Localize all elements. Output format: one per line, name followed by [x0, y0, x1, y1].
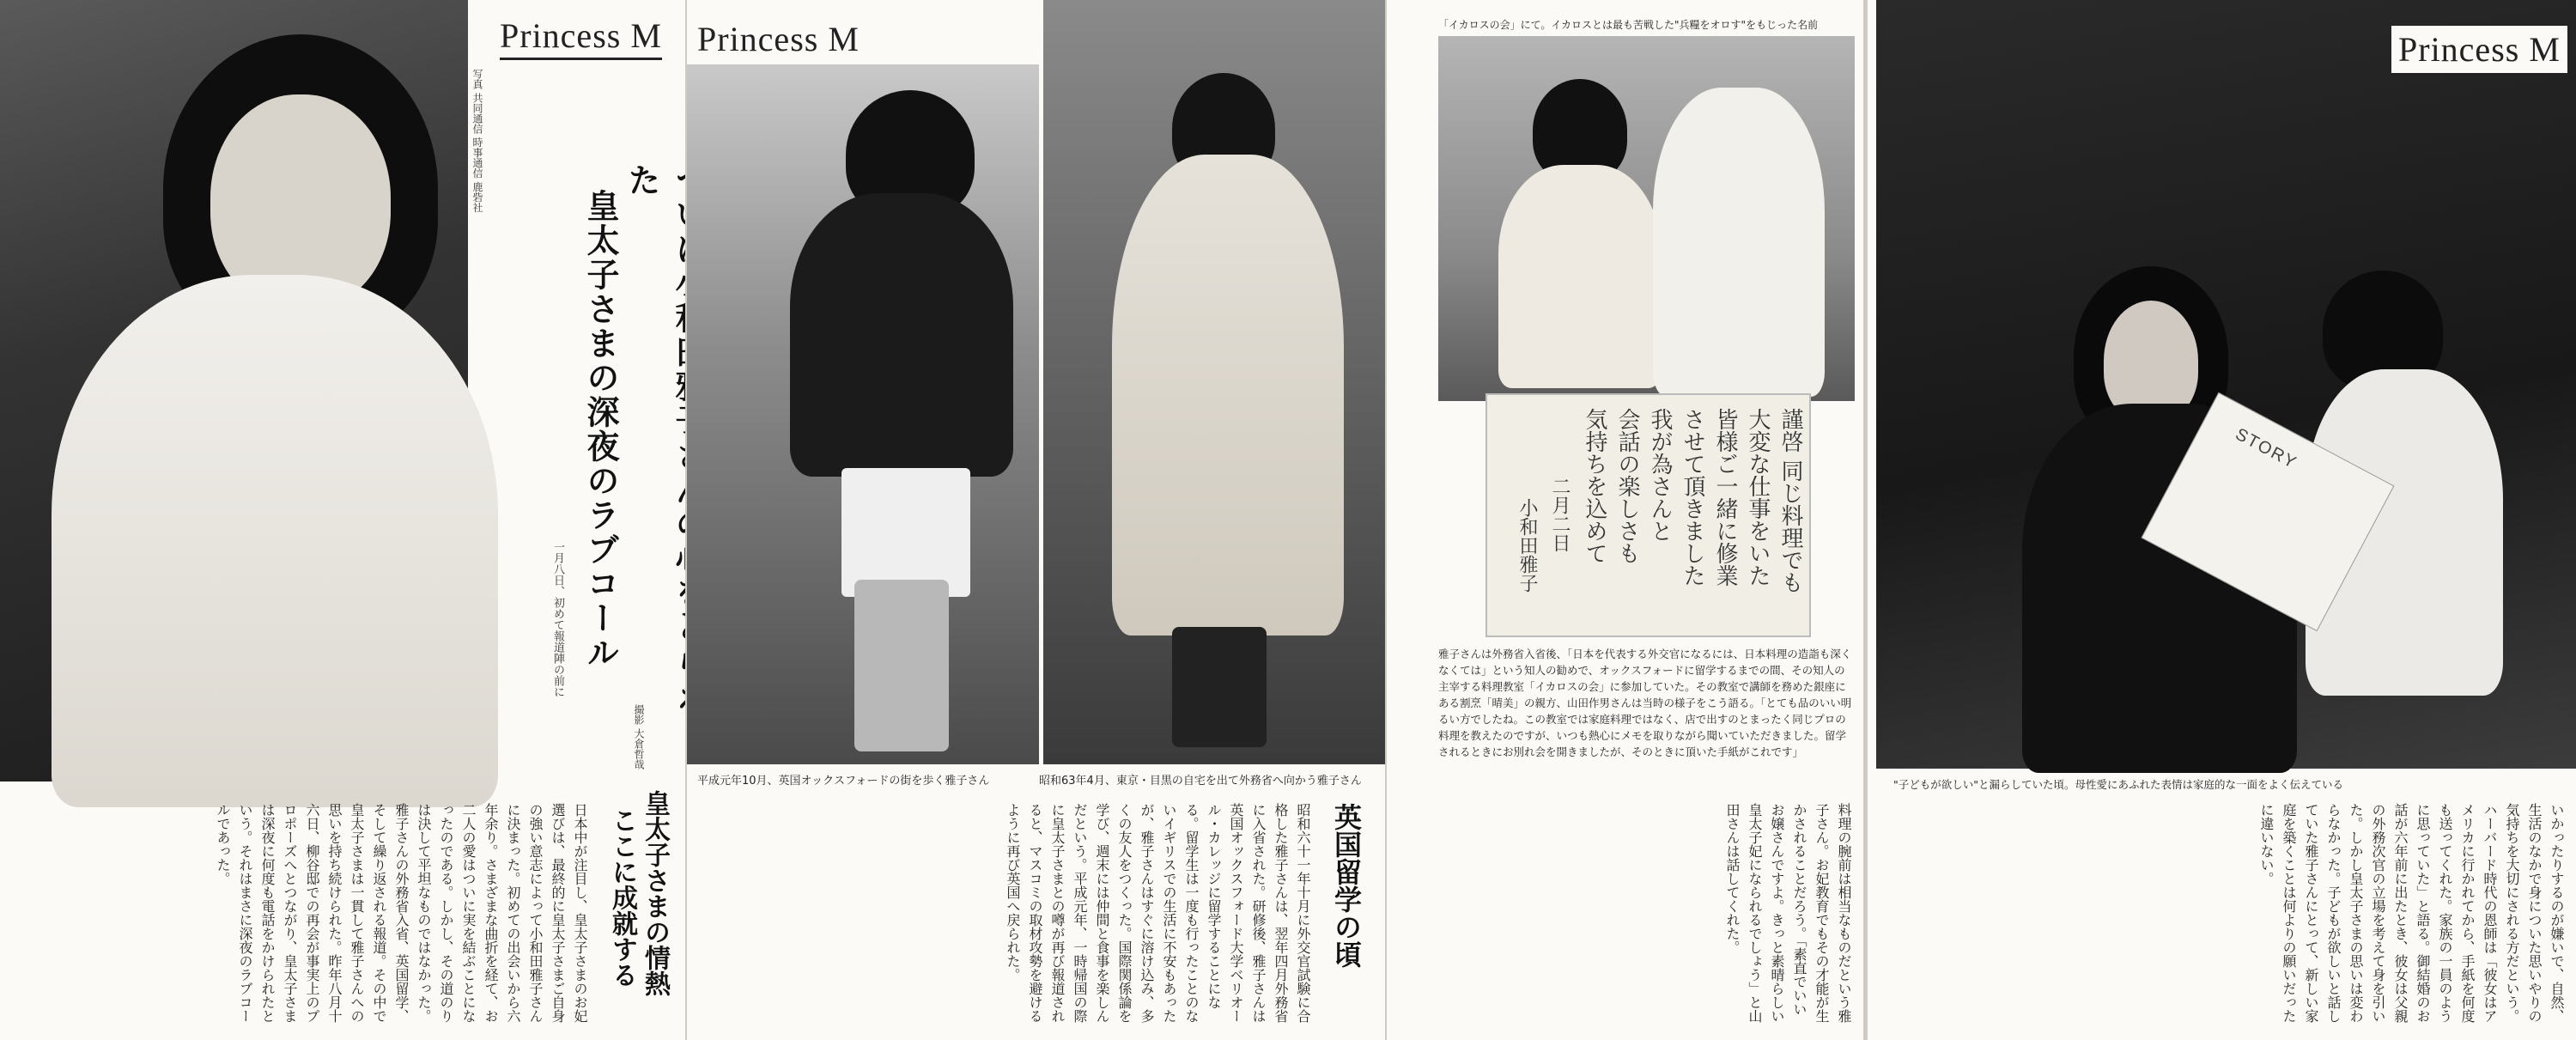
letter-line: させて頂きました	[1680, 408, 1705, 587]
headline-line-2: 皇太子さまの深夜のラブコール	[581, 189, 620, 670]
storybook-title: STORY	[2232, 424, 2301, 473]
caption-oxford: 平成元年10月、英国オックスフォードの街を歩く雅子さん	[697, 775, 990, 788]
figure-legs	[1172, 627, 1267, 747]
letter-line: 大変な仕事をいた	[1745, 408, 1771, 587]
figure-coat	[52, 275, 498, 807]
brand-title: Princess M	[697, 20, 860, 58]
brand-title: Princess M	[2391, 26, 2567, 76]
letter-line: 我が為さんと	[1647, 408, 1673, 542]
figure-trenchcoat	[1112, 155, 1344, 636]
article-body: 日本中が注目し、皇太子さまのお妃選びは、最終的に皇太子さまご自身の強い意志によって小和田雅子さんに決まった。初めての出会いから六年余り。さまざまな曲折を経て、お二人の愛はついに実を結ぶことになったのである。しかし、その道のりは決して平坦なものではなかった。雅子さんの外務省入省、英国留学、そして繰り返される報道。その中で皇太子さまは一貫して雅子さんへの思いを持ち続けられた。昨年八月十六日、柳谷邸での再会が事実上のプロポーズへとつながり、皇太子さまは深夜に何度も電話をかけられたという。それはまさに深夜のラブコールであった。	[215, 803, 588, 1023]
portrait-photo	[0, 0, 468, 782]
photo-caption: "子どもが欲しい"と漏らしていた頃。母性愛にあふれた表情は家庭的な一面をよく伝えている	[1893, 778, 2344, 791]
article-body: 料理の腕前は相当なものだという雅子さん。お妃教育でもその才能が生かされることだろう。「素直でいいお嬢さんですよ。きっと素晴らしい皇太子妃になられるでしょう」と山田さんは話してくれた。	[1724, 803, 1852, 1023]
cooking-class-photo	[1438, 36, 1855, 401]
caption-meguro: 昭和63年4月、東京・目黒の自宅を出て外務省へ向かう雅子さん	[1039, 775, 1362, 788]
letter-line: 謹啓 同じ料理でも	[1777, 408, 1803, 594]
letter-line: 会話の楽しさも	[1614, 408, 1640, 564]
photo-caption: 一月八日、初めて報道陣の前に	[551, 541, 564, 697]
page-two	[687, 0, 1387, 1040]
letter-caption: 雅子さんは外務省入省後、「日本を代表する外交官になるには、日本料理の造詣も深くなくては」という知人の勧めで、オックスフォードに留学するまでの間、その知人の主宰する料理教室「イカロスの会」に参加していた。その教室で講師を務めた銀座にある割烹「晴美」の親方、山田作男さんは当時の様子をこう語る。「とても品のいい明るい方でしたね。この教室では家庭料理ではなく、店で出すのとまったく同じプロの料理を教えたのですが、いつも熱心にメモを取りながら聞いていただきました。留学されるときにお別れ会を開きましたが、そのときに頂いた手紙がこれです」	[1438, 648, 1852, 758]
letter-line: 二月二日	[1549, 477, 1571, 552]
figure-legs	[854, 580, 949, 751]
oxford-photo	[687, 64, 1039, 764]
letter-line: 小和田雅子	[1516, 498, 1538, 593]
woman-face	[2104, 301, 2198, 421]
figure-apron	[1498, 165, 1662, 388]
page-four	[1868, 0, 2576, 1040]
headline-line-1: た	[623, 163, 661, 198]
meguro-photo	[1043, 0, 1387, 764]
section-title-2: ここに成就する	[607, 807, 637, 988]
section-title-1: 皇太子さまの情熱	[640, 790, 670, 996]
chef-figure	[1653, 88, 1825, 397]
page-one	[0, 0, 687, 1040]
photo-caption: 「イカロスの会」にて。イカロスとは最も苦戦した"兵糧をオロす"をもじった名前	[1438, 19, 1819, 31]
brand-title: Princess M	[500, 15, 662, 60]
letter-line: 気持ちを込めて	[1582, 408, 1607, 564]
mother-child-photo	[1876, 0, 2576, 769]
figure-cardigan	[790, 193, 1013, 477]
photo-credit: 写真 共同通信 時事通信 鹿砦社	[471, 69, 483, 213]
figure-skirt	[841, 468, 970, 597]
handwritten-letter	[1485, 393, 1811, 637]
page-three	[1387, 0, 1863, 1040]
photographer-credit: 撮影 大倉哲哉	[633, 704, 645, 769]
section-title: 英国留学の頃	[1330, 803, 1363, 968]
letter-line: 皆様ご一緒に修業	[1712, 408, 1738, 587]
article-body: いかったりするのが嫌いで、自然、生活のなかで身についた思いやりの気持ちを大切にされる方だという。ハーバード時代の恩師は「彼女はアメリカに行かれてから、手紙を何度も送ってくれた。家族の一員のように思っていた」と語る。御結婚のお話が六年前に出たとき、彼女は父親の外務次官の立場を考えて身を引いた。しかし皇太子さまの思いは変わらなかった。子どもが欲しいと話していた雅子さんにとって、新しい家庭を築くことは何よりの願いだったに違いない。	[2258, 803, 2565, 1023]
article-body: 昭和六十一年十月に外交官試験に合格した雅子さんは、翌年四月外務省に入省された。研修後、雅子さんは英国オックスフォード大学ベリオール・カレッジに留学することになる。留学生は一度も行ったことのないイギリスでの生活に不安もあったが、雅子さんはすぐに溶け込み、多くの友人をつくった。国際関係論を学び、週末には仲間と食事を楽しんだという。平成元年、一時帰国の際に皇太子さまとの噂が再び報道されると、マスコミの取材攻勢を避けるように再び英国へ戻られた。	[1005, 803, 1311, 1023]
